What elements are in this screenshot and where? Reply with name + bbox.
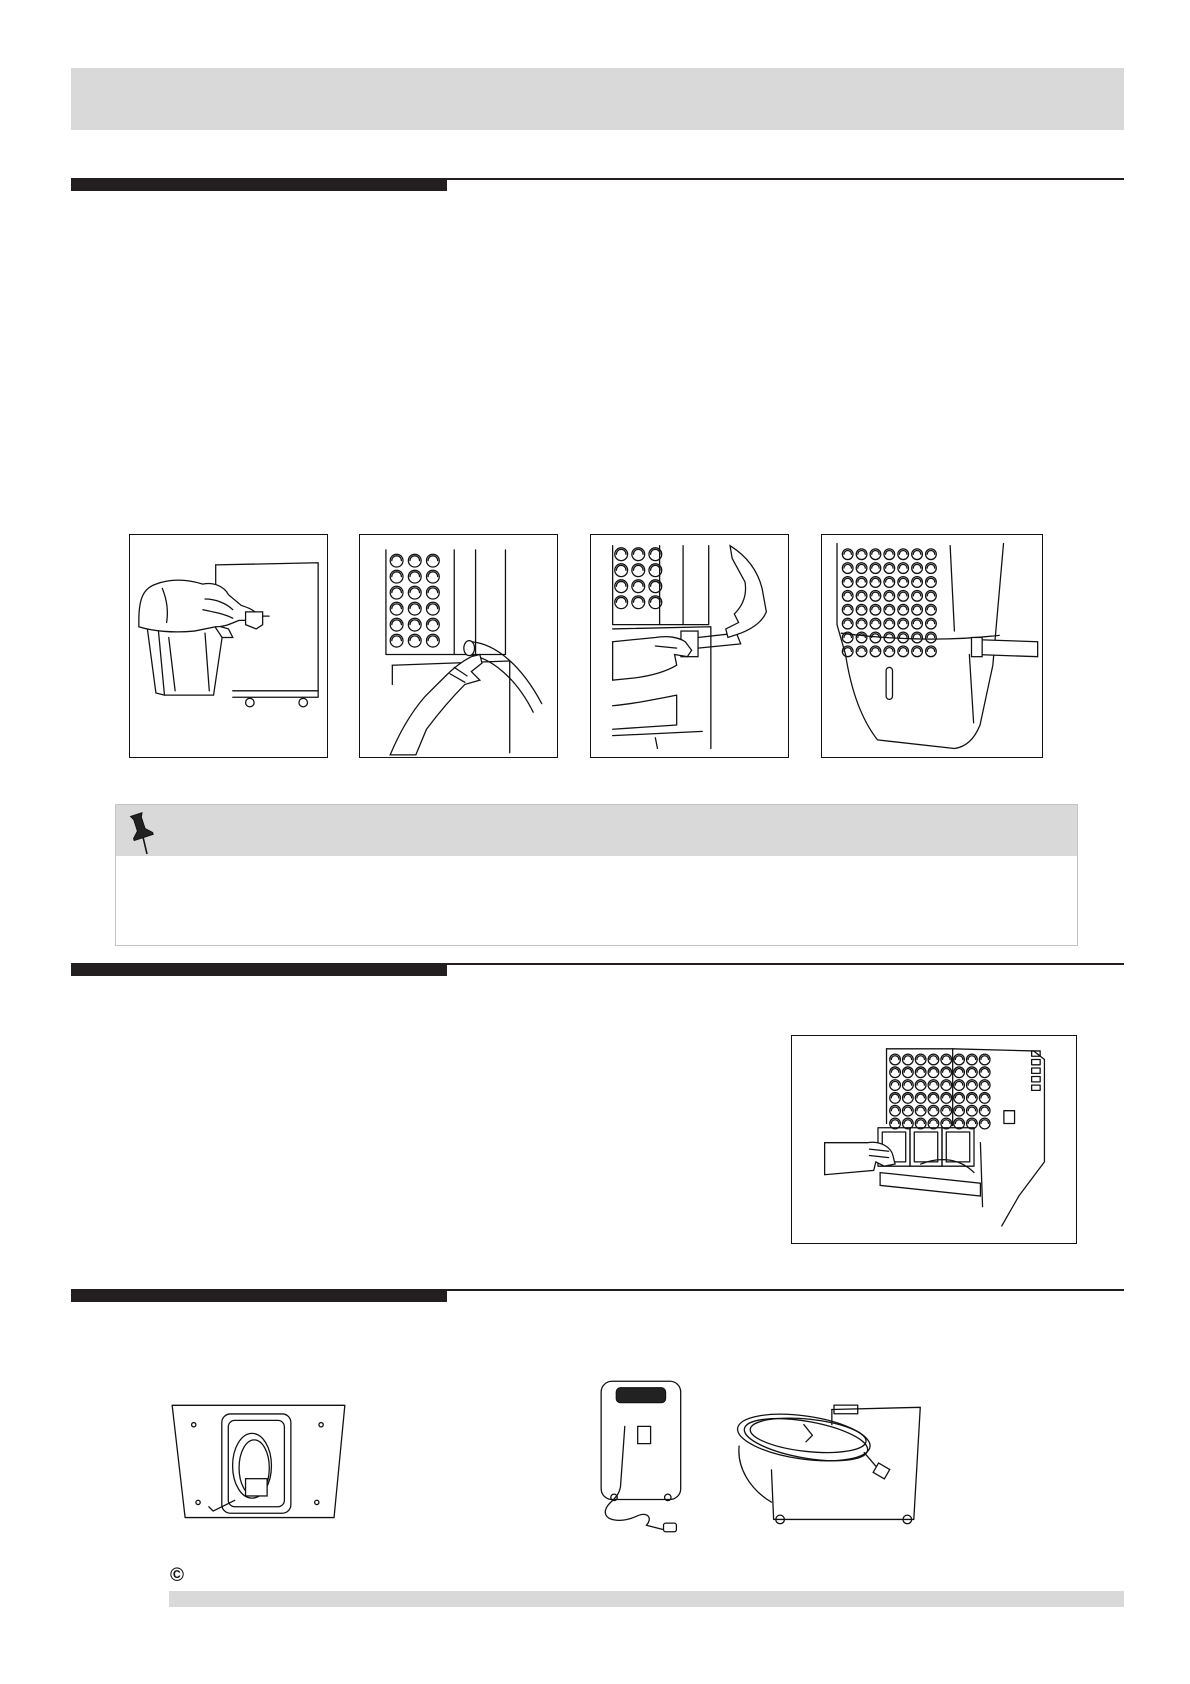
illustration-hose-secure xyxy=(591,535,788,757)
illustration-hose xyxy=(360,535,557,757)
section-divider-bar xyxy=(71,178,447,191)
figure-hose-secure xyxy=(590,534,789,758)
drain-spout xyxy=(246,612,269,629)
filter-tray xyxy=(880,1160,980,1196)
vent-grid xyxy=(390,554,439,647)
figure-cord-coiled xyxy=(728,1403,926,1527)
water-bucket xyxy=(147,625,232,695)
pushpin-icon xyxy=(128,810,156,856)
unit-body xyxy=(386,550,510,753)
header-band xyxy=(71,68,1124,130)
wrapped-cord xyxy=(209,1433,272,1511)
figure-hose-installed xyxy=(821,534,1043,758)
illustration-unit-cord xyxy=(599,1379,685,1534)
figure-unit-with-cord xyxy=(599,1379,685,1534)
hand xyxy=(825,1142,895,1174)
figure-hose-connect xyxy=(359,534,558,758)
note-box xyxy=(115,804,1078,946)
section-divider-line xyxy=(447,1289,1124,1291)
figure-filter-removal xyxy=(791,1035,1077,1244)
section-divider-line xyxy=(447,178,1124,180)
side-buttons xyxy=(1032,1051,1041,1090)
illustration-cord-storage xyxy=(170,1403,347,1522)
footer-band xyxy=(169,1591,1124,1607)
section-divider-bar xyxy=(71,1289,447,1302)
gloved-hand xyxy=(139,580,256,632)
note-header xyxy=(116,805,1077,856)
power-cord xyxy=(605,1426,676,1531)
figure-cord-storage-back xyxy=(170,1403,347,1522)
hand-upper xyxy=(726,546,767,638)
label-plate xyxy=(638,1426,651,1443)
hand-lower xyxy=(613,637,692,730)
drain-hose xyxy=(971,637,1037,656)
illustration-cord-coiled xyxy=(728,1403,926,1527)
illustration-unit-hose xyxy=(822,535,1042,757)
unit-body xyxy=(771,1405,920,1524)
illustration-bucket xyxy=(130,535,327,757)
coiled-cord xyxy=(735,1407,890,1502)
section-divider-line xyxy=(447,963,1124,965)
illustration-filter xyxy=(792,1036,1076,1243)
vent-grid xyxy=(615,548,662,609)
section-divider-bar xyxy=(71,963,447,976)
hand xyxy=(390,655,482,755)
figure-bucket-removal xyxy=(129,534,328,758)
control-panel xyxy=(616,1388,665,1403)
vent-grid xyxy=(842,549,936,657)
vent-grid xyxy=(890,1054,990,1129)
copyright-symbol: © xyxy=(170,1565,184,1586)
